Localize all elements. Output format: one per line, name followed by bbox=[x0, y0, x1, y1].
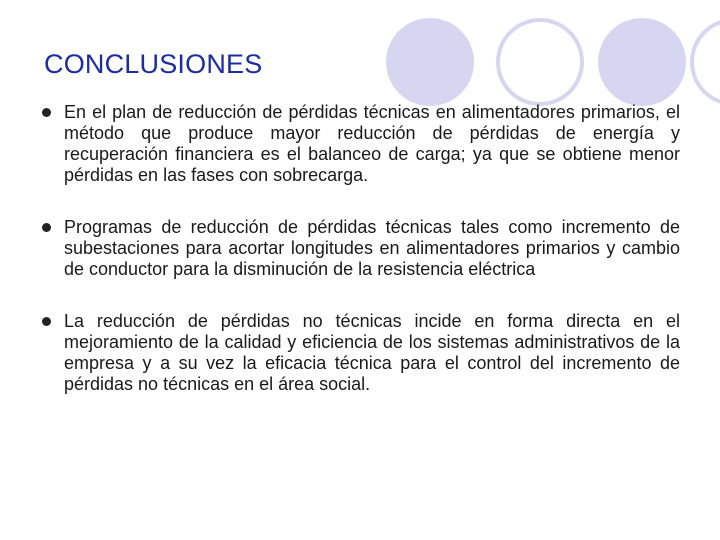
decorative-circle-3 bbox=[598, 18, 686, 106]
bullet-text: La reducción de pérdidas no técnicas incide en forma directa en el mejoramiento de la calidad y eficiencia de los sistemas administrativos de la empresa y a su vez la eficacia técnica para el control del incremento de pérdidas no técnicas en el área social. bbox=[64, 311, 680, 394]
bullet-text: En el plan de reducción de pérdidas técnicas en alimentadores primarios, el método que produce mayor reducción de pérdidas de energía y recuperación financiera es el balanceo de carga; ya que se obtiene menor pérdidas en las fases con sobrecarga. bbox=[64, 102, 680, 185]
decorative-circle-4 bbox=[690, 18, 720, 106]
bullet-item bbox=[40, 102, 680, 186]
bullet-list bbox=[40, 102, 680, 395]
bullet-item bbox=[40, 217, 680, 280]
decorative-circle-2 bbox=[496, 18, 584, 106]
bullet-item bbox=[40, 311, 680, 395]
bullet-dot-icon bbox=[42, 223, 51, 232]
bullet-dot-icon bbox=[42, 317, 51, 326]
bullet-text: Programas de reducción de pérdidas técnicas tales como incremento de subestaciones para acortar longitudes en alimentadores primarios y cambio de conductor para la disminución de la resistencia eléctrica bbox=[64, 217, 680, 279]
bullet-dot-icon bbox=[42, 108, 51, 117]
slide-title: CONCLUSIONES bbox=[44, 49, 263, 79]
decorative-circle-1 bbox=[386, 18, 474, 106]
